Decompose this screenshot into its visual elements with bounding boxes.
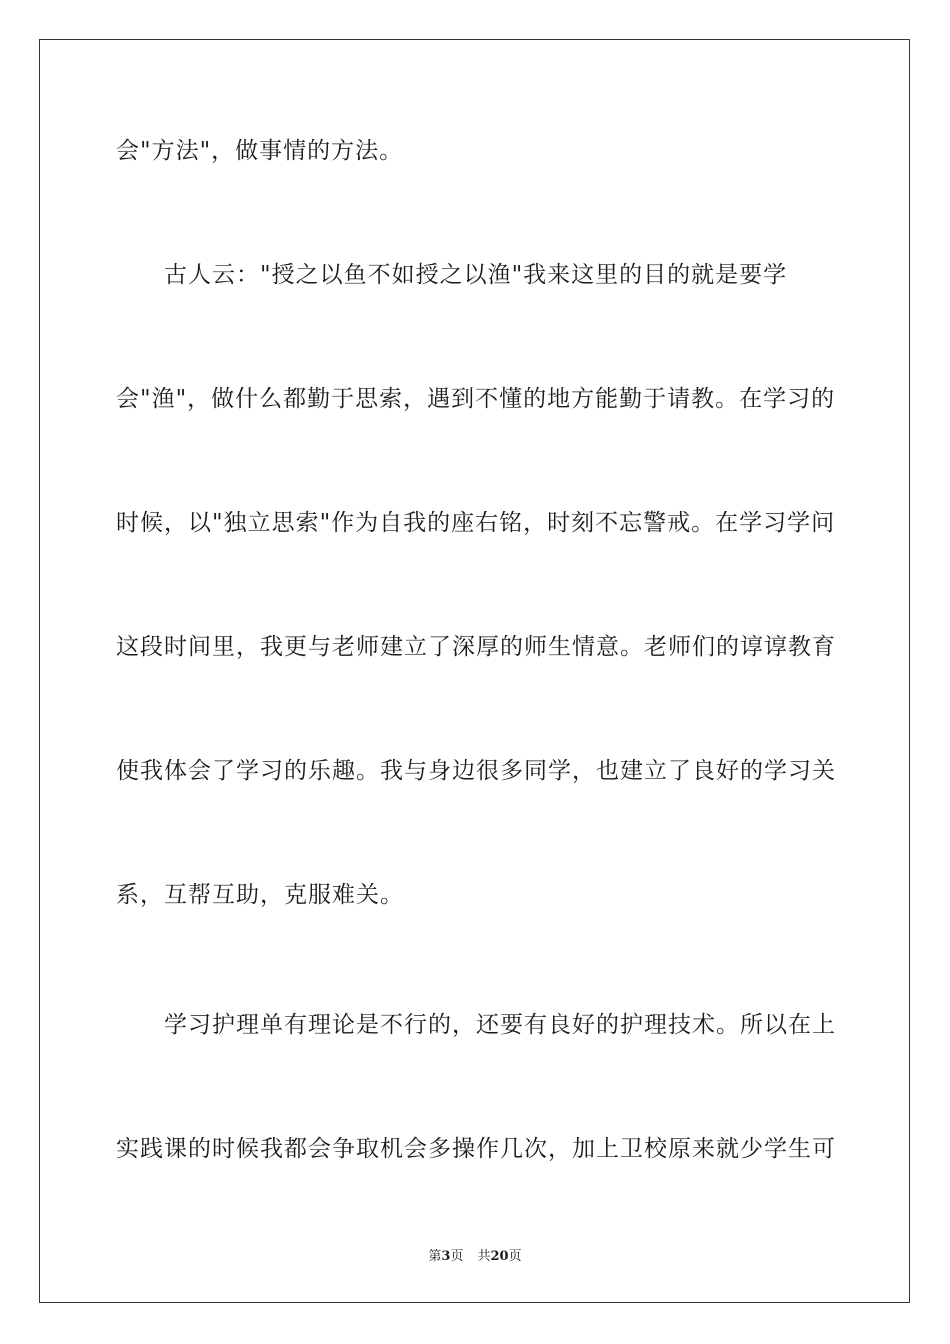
- text-line-9: 实践课的时候我都会争取机会多操作几次，加上卫校原来就少学生可: [116, 1136, 836, 1162]
- page-number: 3: [441, 1249, 451, 1264]
- text-line-7: 系，互帮互助，克服难关。: [116, 882, 404, 908]
- total-prefix: 共: [477, 1249, 491, 1264]
- text-line-1: 会"方法"，做事情的方法。: [116, 138, 404, 164]
- total-suffix: 页: [508, 1249, 522, 1264]
- text-line-5: 这段时间里，我更与老师建立了深厚的师生情意。老师们的谆谆教育: [116, 634, 836, 660]
- text-line-4: 时候，以"独立思索"作为自我的座右铭，时刻不忘警戒。在学习学问: [116, 510, 836, 536]
- page-suffix: 页: [450, 1249, 464, 1264]
- total-pages: 20: [490, 1249, 509, 1264]
- text-line-6: 使我体会了学习的乐趣。我与身边很多同学，也建立了良好的学习关: [116, 758, 836, 784]
- text-line-3: 会"渔"，做什么都勤于思索，遇到不懂的地方能勤于请教。在学习的: [116, 386, 836, 412]
- page-prefix: 第: [428, 1249, 442, 1264]
- page-footer: [0, 1249, 950, 1265]
- page-frame: [39, 39, 910, 1303]
- text-line-8: 学习护理单有理论是不行的，还要有良好的护理技术。所以在上: [164, 1012, 836, 1038]
- text-line-2: 古人云："授之以鱼不如授之以渔"我来这里的目的就是要学: [164, 262, 788, 288]
